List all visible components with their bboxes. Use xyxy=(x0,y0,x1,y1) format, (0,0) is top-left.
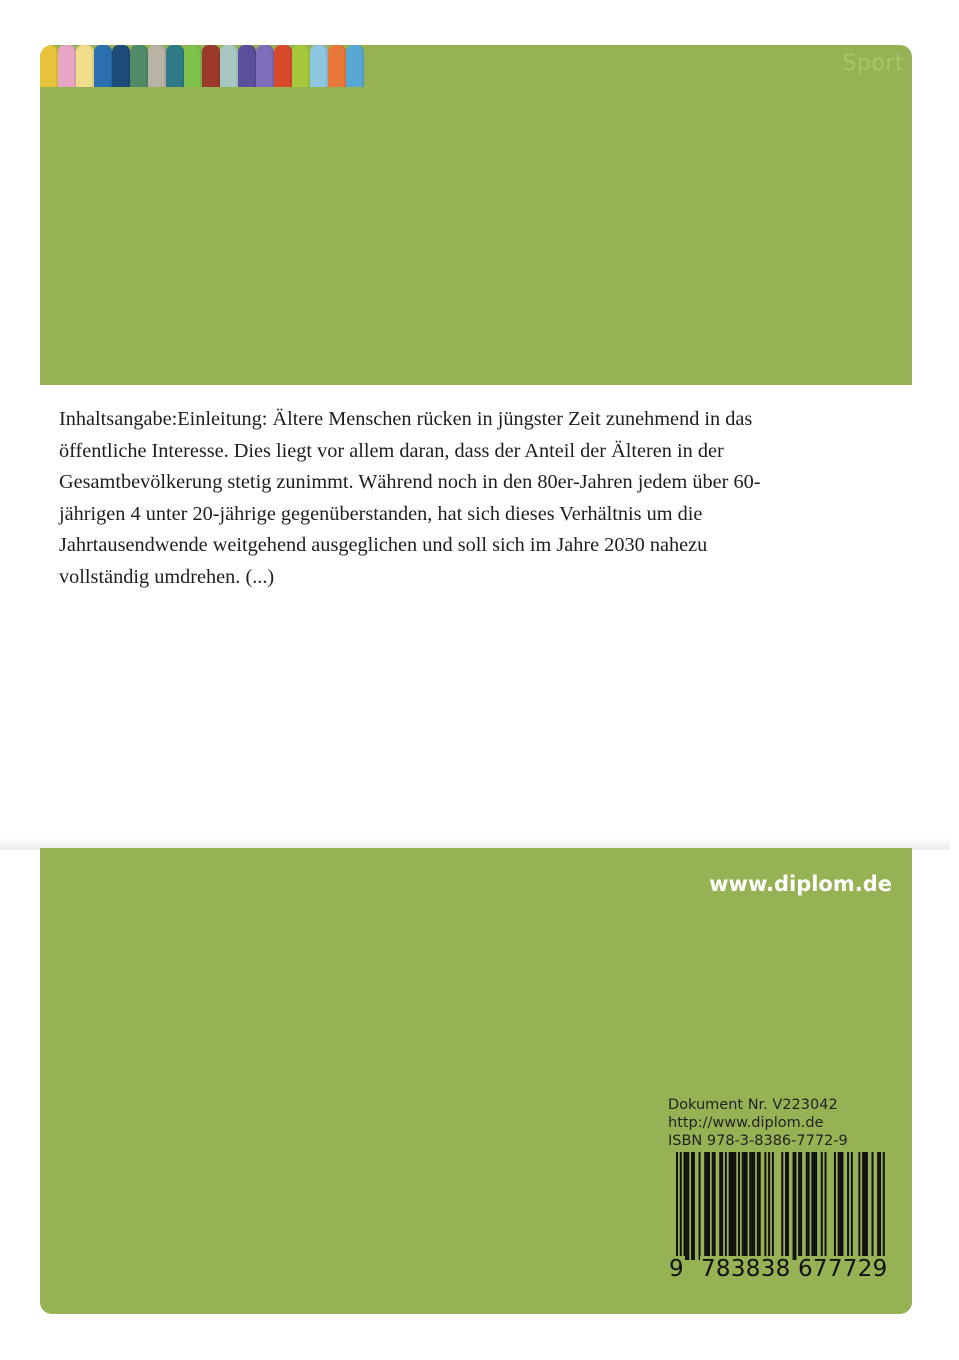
barcode-digit-first: 9 xyxy=(669,1256,684,1282)
color-tabs xyxy=(40,45,364,87)
barcode-bar xyxy=(834,1152,836,1260)
barcode-bar xyxy=(734,1152,736,1260)
document-number: Dokument Nr. V223042 xyxy=(668,1097,838,1113)
color-tab xyxy=(238,45,256,87)
isbn-barcode xyxy=(666,1152,894,1286)
color-tab xyxy=(112,45,130,87)
barcode-bar xyxy=(725,1152,727,1260)
barcode-bar xyxy=(729,1152,731,1260)
color-tab xyxy=(58,45,76,87)
category-label: Sport xyxy=(842,51,904,76)
barcode-bar xyxy=(815,1152,817,1260)
barcode-bar xyxy=(785,1152,787,1260)
barcode-bar xyxy=(732,1152,734,1260)
isbn: ISBN 978-3-8386-7772-9 xyxy=(668,1133,848,1149)
document-info xyxy=(668,1096,848,1150)
color-tab xyxy=(346,45,364,87)
barcode-bar xyxy=(738,1152,740,1260)
barcode-bar xyxy=(813,1152,815,1260)
barcode-bar xyxy=(806,1152,808,1260)
barcode-bar xyxy=(864,1152,866,1260)
barcode-bar xyxy=(798,1152,800,1260)
barcode-bar xyxy=(691,1152,693,1260)
color-tab xyxy=(292,45,310,87)
color-tab xyxy=(76,45,94,87)
barcode-bar xyxy=(759,1152,761,1260)
barcode-bar xyxy=(704,1152,706,1260)
barcode-bar xyxy=(840,1152,842,1260)
barcode-bar xyxy=(685,1152,687,1260)
barcode-bar xyxy=(757,1152,759,1260)
barcode-bar xyxy=(787,1152,789,1260)
color-tab xyxy=(40,45,58,87)
barcode-bar xyxy=(800,1152,802,1260)
barcode-bar xyxy=(872,1152,874,1260)
barcode-bar xyxy=(742,1152,744,1260)
barcode-bar xyxy=(851,1152,853,1260)
color-tab xyxy=(328,45,346,87)
summary-text: Inhaltsangabe:Einleitung: Ältere Menschen rücken in jüngster Zeit zunehmend in das öffentliche Interesse. Dies liegt vor allem daran, dass der Anteil der Älteren in der Gesamtbevölkerung stetig zunimmt. Während noch in den 80er-Jahren jedem über 60-jährigen 4 unter 20-jährige gegenüberstanden, hat sich dieses Verhältnis um die Jahrtausendwende weitgehend ausgeglichen und soll sich im Jahre 2030 nahezu vollständig umdrehen. (...) xyxy=(59,408,761,588)
barcode-bar xyxy=(838,1152,840,1260)
barcode-bar xyxy=(721,1152,723,1260)
publisher-website: www.diplom.de xyxy=(709,872,892,896)
barcode-bar xyxy=(753,1152,755,1260)
barcode-bar xyxy=(825,1152,827,1260)
barcode-bar xyxy=(708,1152,710,1260)
barcode-digits-left: 783838 xyxy=(701,1256,791,1282)
color-tab xyxy=(130,45,148,87)
barcode-bar xyxy=(731,1152,733,1260)
barcode-bar xyxy=(687,1152,689,1260)
barcode-bar xyxy=(808,1152,810,1260)
cover-top-panel xyxy=(40,45,912,385)
barcode-digits-right: 677729 xyxy=(798,1256,888,1282)
barcode-bar xyxy=(847,1152,849,1260)
color-tab xyxy=(94,45,112,87)
barcode-bar xyxy=(746,1152,748,1260)
barcode-bar xyxy=(706,1152,708,1260)
barcode-bar xyxy=(719,1152,721,1260)
barcode-bar xyxy=(793,1152,795,1260)
barcode-bar xyxy=(772,1152,774,1260)
barcode-bar xyxy=(858,1152,860,1260)
barcode-bar xyxy=(744,1152,746,1260)
color-tab xyxy=(220,45,238,87)
color-tab xyxy=(310,45,328,87)
barcode-bar xyxy=(866,1152,868,1260)
barcode-bar xyxy=(862,1152,864,1260)
barcode-bar xyxy=(714,1152,716,1260)
color-tab xyxy=(166,45,184,87)
color-tab xyxy=(184,45,202,87)
barcode-bar xyxy=(712,1152,714,1260)
color-tab xyxy=(148,45,166,87)
color-tab xyxy=(256,45,274,87)
barcode-bar xyxy=(821,1152,823,1260)
barcode-bar xyxy=(781,1152,783,1260)
color-tab xyxy=(202,45,220,87)
barcode-bar xyxy=(699,1152,701,1260)
barcode-bar xyxy=(811,1152,813,1260)
barcode-bar xyxy=(693,1152,695,1260)
barcode-bar xyxy=(877,1152,879,1260)
barcode-bar xyxy=(749,1152,751,1260)
cover-bottom-panel xyxy=(40,848,912,1314)
barcode-bar xyxy=(751,1152,753,1260)
publisher-url: http://www.diplom.de xyxy=(668,1115,824,1131)
barcode-bar xyxy=(684,1152,686,1260)
barcode-bar xyxy=(841,1152,843,1260)
barcode-bar xyxy=(794,1152,796,1260)
color-tab xyxy=(274,45,292,87)
